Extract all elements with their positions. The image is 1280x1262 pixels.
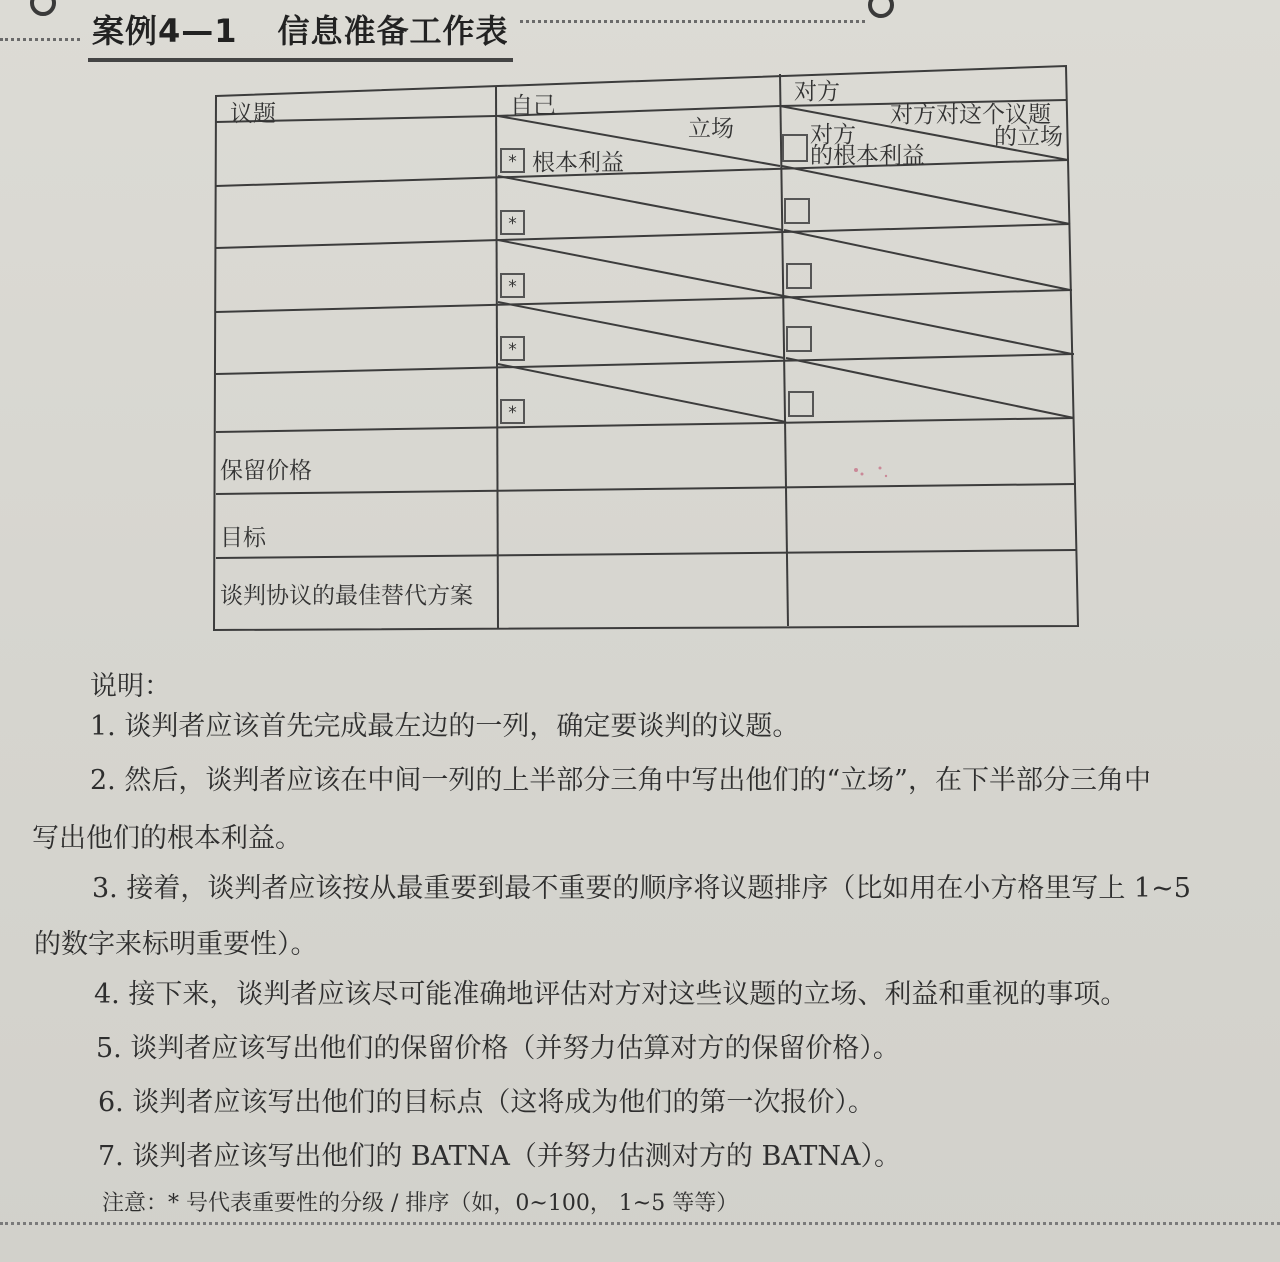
other-position-label: 对方对这个议题 xyxy=(890,102,1051,128)
note-item: 写出他们的根本利益。 xyxy=(32,823,302,854)
other-rank-box[interactable] xyxy=(786,326,812,352)
other-interest-label: 对方 xyxy=(810,122,856,148)
other-rank-box[interactable] xyxy=(784,198,810,224)
other-interest-label: 的根本利益 xyxy=(810,143,925,169)
self-position-label: 立场 xyxy=(688,116,734,142)
case-label: 案例4—1 xyxy=(92,12,238,50)
row-label-target: 目标 xyxy=(220,525,266,551)
rank-box[interactable]: * xyxy=(500,273,525,298)
footnote: 注意：* 号代表重要性的分级 / 排序（如，0~100， 1~5 等等） xyxy=(102,1191,739,1216)
note-item: 4. 接下来，谈判者应该尽可能准确地评估对方对这些议题的立场、利益和重视的事项。 xyxy=(94,979,1128,1010)
note-item: 3. 接着，谈判者应该按从最重要到最不重要的顺序将议题排序（比如用在小方格里写上 1~5 xyxy=(92,873,1191,904)
note-item: 2. 然后，谈判者应该在中间一列的上半部分三角中写出他们的“立场”，在下半部分三角中 xyxy=(90,765,1151,796)
other-position-label: 的立场 xyxy=(994,124,1063,150)
note-item: 6. 谈判者应该写出他们的目标点（这将成为他们的第一次报价）。 xyxy=(98,1087,875,1118)
worksheet-title: 信息准备工作表 xyxy=(277,12,509,50)
rank-box[interactable]: * xyxy=(500,399,525,424)
row-label-reservation-price: 保留价格 xyxy=(220,458,312,484)
header-other: 对方 xyxy=(794,79,840,105)
rank-box[interactable]: * xyxy=(500,210,525,235)
other-rank-box[interactable] xyxy=(786,263,812,289)
note-item: 的数字来标明重要性）。 xyxy=(34,929,318,960)
note-item: 1. 谈判者应该首先完成最左边的一列，确定要谈判的议题。 xyxy=(90,711,800,742)
other-rank-box[interactable] xyxy=(782,134,808,162)
bottom-dotted-rule xyxy=(0,1222,1280,1225)
rank-box[interactable]: * xyxy=(500,148,525,173)
note-item: 5. 谈判者应该写出他们的保留价格（并努力估算对方的保留价格）。 xyxy=(96,1033,900,1064)
header-self: 自己 xyxy=(510,93,556,119)
notes-heading: 说明： xyxy=(90,671,171,702)
row-label-batna: 谈判协议的最佳替代方案 xyxy=(220,583,473,609)
header-issue: 议题 xyxy=(230,101,276,127)
note-item: 7. 谈判者应该写出他们的 BATNA（并努力估测对方的 BATNA）。 xyxy=(98,1141,901,1172)
rank-box[interactable]: * xyxy=(500,336,525,361)
self-interest-label: 根本利益 xyxy=(532,150,624,176)
other-rank-box[interactable] xyxy=(788,391,814,417)
